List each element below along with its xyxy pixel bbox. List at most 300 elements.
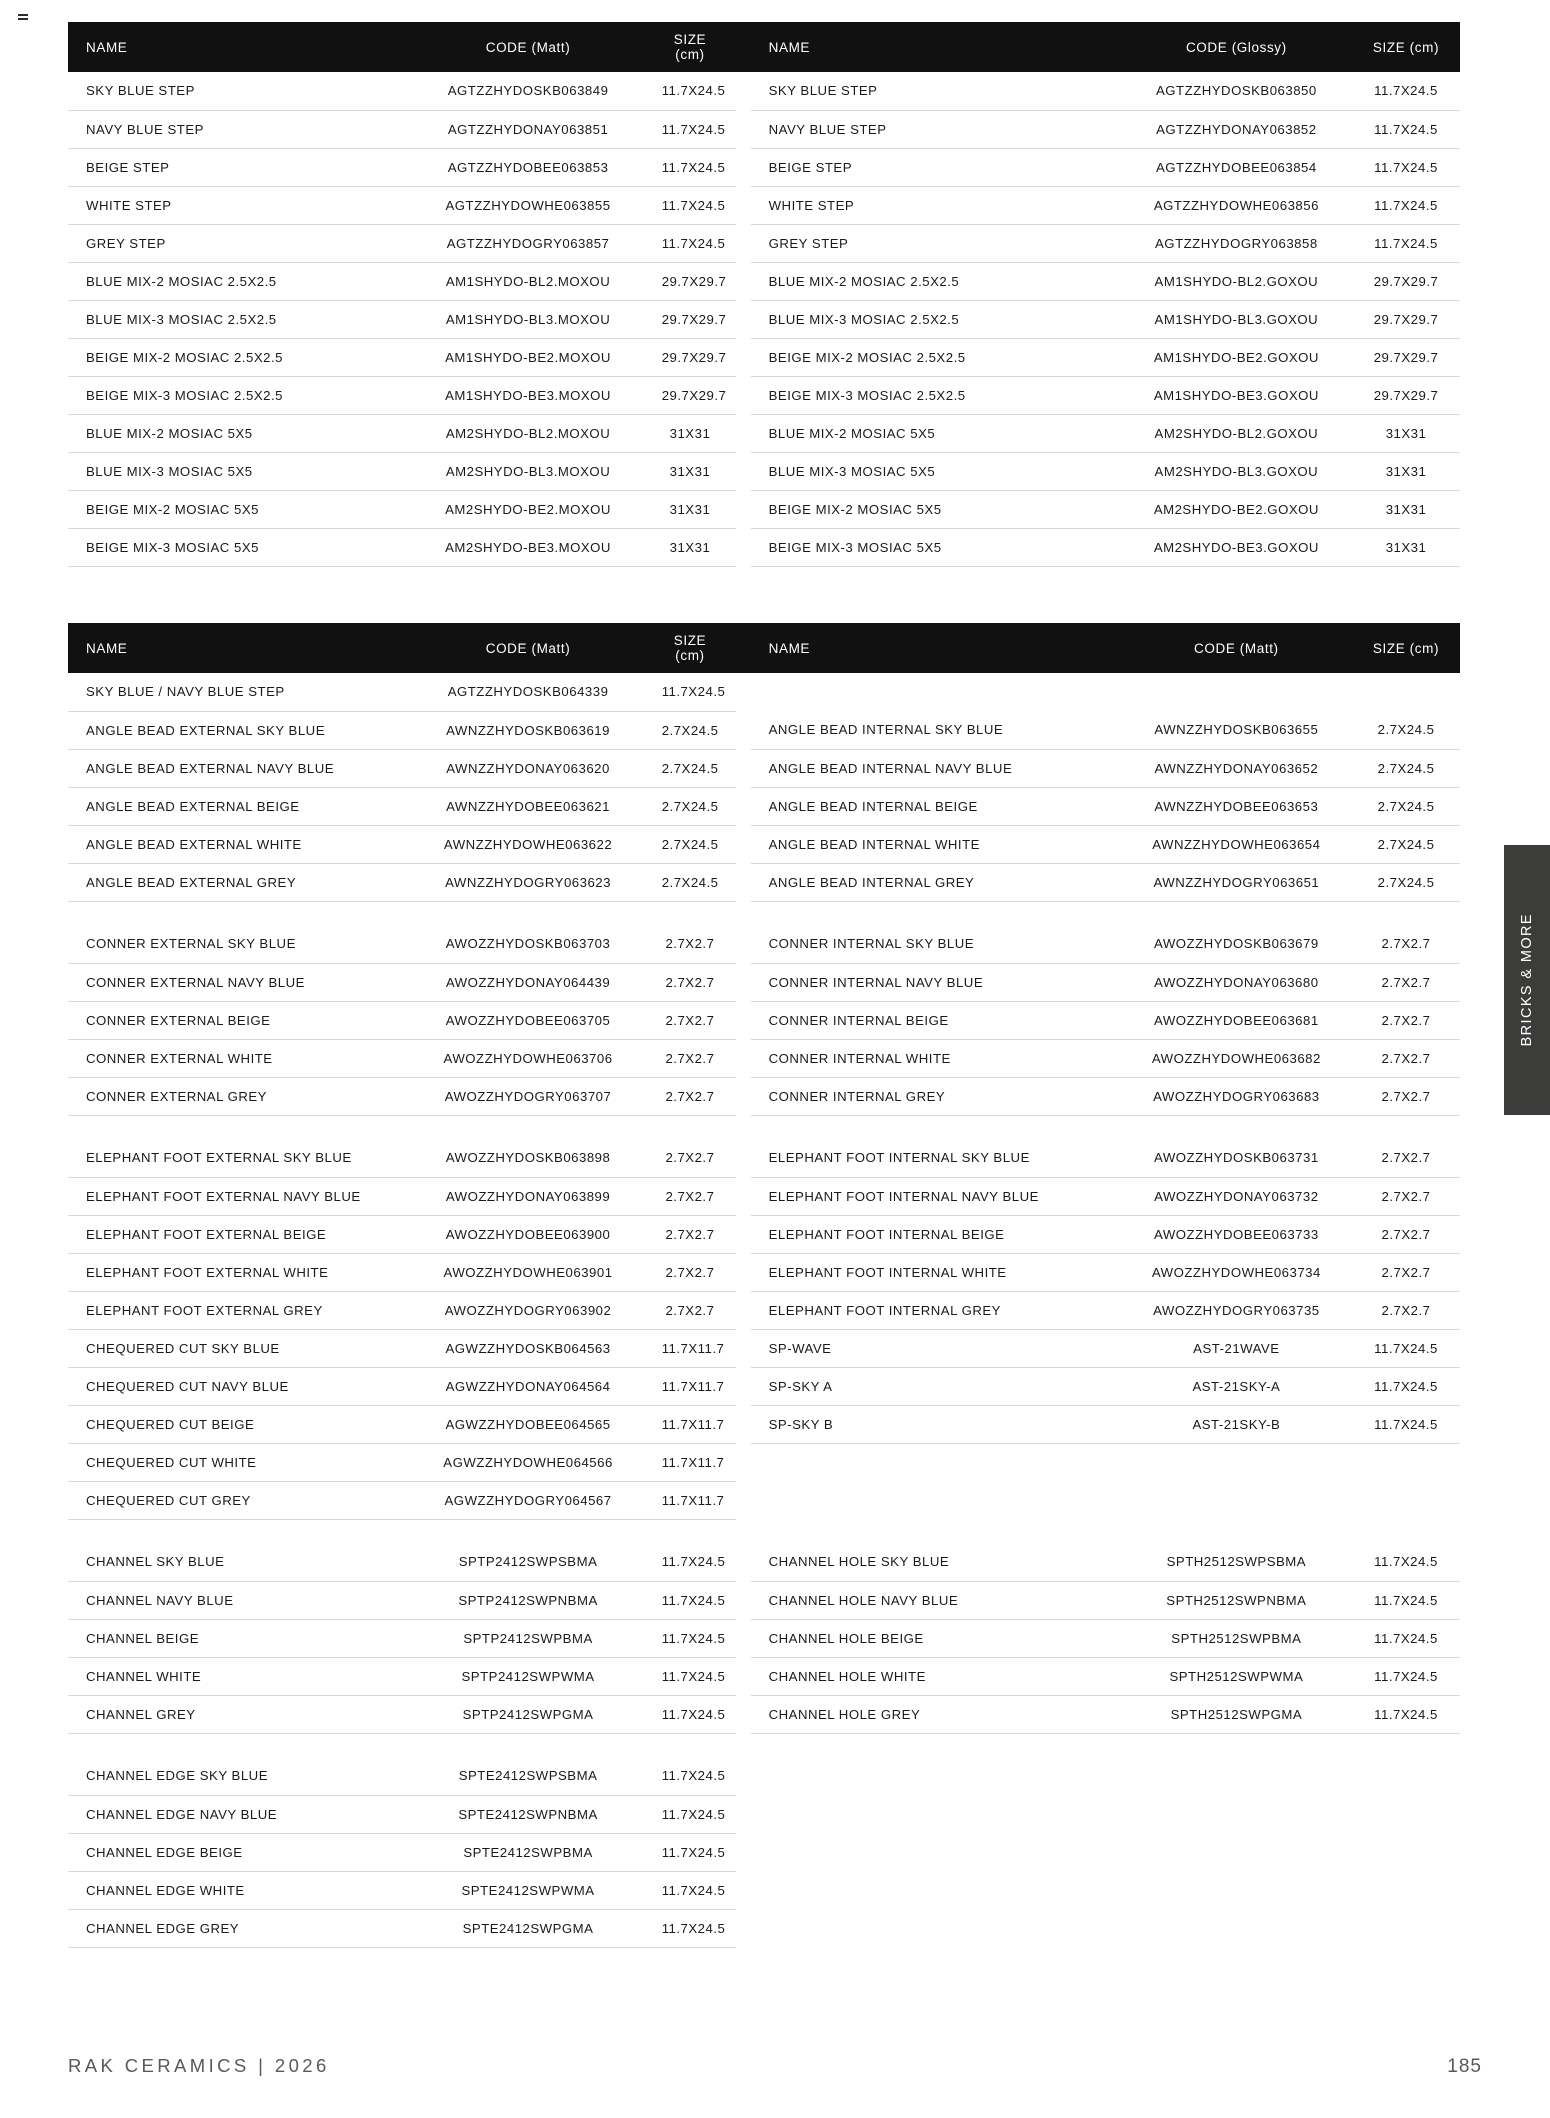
- cell-size-right: 2.7X2.7: [1352, 1177, 1460, 1215]
- cell-name-right: SKY BLUE STEP: [751, 72, 1121, 110]
- cell-gap: [736, 1543, 750, 1581]
- cell-gap: [736, 673, 750, 711]
- cell-gap: [736, 1757, 750, 1795]
- cell-name-left: CHANNEL EDGE BEIGE: [68, 1833, 412, 1871]
- cell-code-right: AM2SHYDO-BL3.GOXOU: [1121, 452, 1352, 490]
- cell-name-left: BLUE MIX-2 MOSIAC 5X5: [68, 414, 412, 452]
- cell-name-right: CHANNEL HOLE BEIGE: [751, 1619, 1121, 1657]
- product-table-steps-mosaics: [68, 22, 1460, 567]
- spacer-cell: [644, 1733, 737, 1757]
- cell-name-right: CONNER INTERNAL BEIGE: [751, 1001, 1121, 1039]
- cell-code-left: SPTP2412SWPWMA: [412, 1657, 643, 1695]
- cell-size-right: 2.7X2.7: [1352, 1001, 1460, 1039]
- cell-size-right: 2.7X24.5: [1352, 749, 1460, 787]
- cell-name-left: BEIGE MIX-3 MOSIAC 2.5X2.5: [68, 376, 412, 414]
- cell-size-left: 11.7X24.5: [644, 72, 737, 110]
- cell-gap: [736, 963, 750, 1001]
- cell-gap: [736, 925, 750, 963]
- cell-name-right: SP-SKY A: [751, 1367, 1121, 1405]
- cell-size-left: 2.7X2.7: [644, 1039, 737, 1077]
- spacer-cell: [751, 1115, 1121, 1139]
- cell-name-left: CHEQUERED CUT BEIGE: [68, 1405, 412, 1443]
- cell-code-left: AGTZZHYDOWHE063855: [412, 186, 643, 224]
- cell-name-right: CHANNEL HOLE GREY: [751, 1695, 1121, 1733]
- cell-size-right: 11.7X24.5: [1352, 186, 1460, 224]
- cell-gap: [736, 1177, 750, 1215]
- cell-size-left: 2.7X2.7: [644, 1001, 737, 1039]
- spacer-cell: [412, 1115, 643, 1139]
- cell-code-left: AGWZZHYDONAY064564: [412, 1367, 643, 1405]
- cell-name-right: CONNER INTERNAL SKY BLUE: [751, 925, 1121, 963]
- cell-code-left: AWNZZHYDOSKB063619: [412, 711, 643, 749]
- cell-code-left: SPTE2412SWPBMA: [412, 1833, 643, 1871]
- cell-code-left: AGWZZHYDOGRY064567: [412, 1481, 643, 1519]
- cell-gap: [736, 1329, 750, 1367]
- table-spacer-row: [68, 901, 1460, 925]
- table-row: [68, 1329, 1460, 1367]
- cell-size-left: 11.7X11.7: [644, 1405, 737, 1443]
- cell-code-right: AGTZZHYDOGRY063858: [1121, 224, 1352, 262]
- cell-code-left: AM2SHYDO-BE3.MOXOU: [412, 528, 643, 566]
- cell-name-right: BEIGE MIX-3 MOSIAC 5X5: [751, 528, 1121, 566]
- cell-gap: [736, 300, 750, 338]
- cell-code-left: AGTZZHYDOSKB064339: [412, 673, 643, 711]
- header-size-right: SIZE (cm): [1352, 22, 1460, 72]
- cell-name-left: CHEQUERED CUT SKY BLUE: [68, 1329, 412, 1367]
- cell-code-left: AWNZZHYDOWHE063622: [412, 825, 643, 863]
- header-name-right: NAME: [751, 623, 1121, 673]
- header-gap: [736, 623, 750, 673]
- spacer-cell: [1352, 1115, 1460, 1139]
- cell-size-right: [1352, 1757, 1460, 1795]
- cell-size-right: 2.7X2.7: [1352, 925, 1460, 963]
- cell-code-left: AM2SHYDO-BE2.MOXOU: [412, 490, 643, 528]
- cell-code-left: SPTP2412SWPNBMA: [412, 1581, 643, 1619]
- cell-code-left: AGTZZHYDOBEE063853: [412, 148, 643, 186]
- cell-size-left: 11.7X24.5: [644, 148, 737, 186]
- header-code-right: CODE (Matt): [1121, 623, 1352, 673]
- cell-gap: [736, 1405, 750, 1443]
- cell-gap: [736, 1619, 750, 1657]
- cell-code-right: SPTH2512SWPBMA: [1121, 1619, 1352, 1657]
- cell-code-right: AM1SHYDO-BL2.GOXOU: [1121, 262, 1352, 300]
- cell-gap: [736, 1795, 750, 1833]
- cell-code-right: AST-21WAVE: [1121, 1329, 1352, 1367]
- cell-name-right: BEIGE MIX-2 MOSIAC 2.5X2.5: [751, 338, 1121, 376]
- cell-size-left: 31X31: [644, 452, 737, 490]
- cell-size-left: 29.7X29.7: [644, 376, 737, 414]
- cell-gap: [736, 414, 750, 452]
- spacer-cell: [736, 1519, 750, 1543]
- cell-code-left: AM1SHYDO-BL3.MOXOU: [412, 300, 643, 338]
- cell-size-left: 2.7X24.5: [644, 825, 737, 863]
- header-code-left: CODE (Matt): [412, 22, 643, 72]
- cell-gap: [736, 1871, 750, 1909]
- table-row: [68, 376, 1460, 414]
- cell-name-left: GREY STEP: [68, 224, 412, 262]
- cell-code-right: AWOZZHYDOSKB063679: [1121, 925, 1352, 963]
- cell-gap: [736, 711, 750, 749]
- cell-gap: [736, 110, 750, 148]
- cell-size-left: 11.7X24.5: [644, 1543, 737, 1581]
- cell-size-right: [1352, 1909, 1460, 1947]
- cell-name-right: BLUE MIX-3 MOSIAC 5X5: [751, 452, 1121, 490]
- header-size-right: SIZE (cm): [1352, 623, 1460, 673]
- spacer-cell: [736, 1733, 750, 1757]
- table-row: [68, 1291, 1460, 1329]
- spacer-cell: [736, 1115, 750, 1139]
- spacer-cell: [644, 1519, 737, 1543]
- cell-name-left: CHANNEL BEIGE: [68, 1619, 412, 1657]
- table-row: [68, 749, 1460, 787]
- spacer-cell: [68, 1115, 412, 1139]
- spacer-cell: [751, 901, 1121, 925]
- table-row: [68, 490, 1460, 528]
- cell-size-left: 31X31: [644, 414, 737, 452]
- cell-code-left: AM2SHYDO-BL2.MOXOU: [412, 414, 643, 452]
- header-gap: [736, 22, 750, 72]
- cell-code-right: AST-21SKY-B: [1121, 1405, 1352, 1443]
- cell-size-left: 2.7X2.7: [644, 1077, 737, 1115]
- cell-size-right: 11.7X24.5: [1352, 148, 1460, 186]
- cell-name-left: CHEQUERED CUT NAVY BLUE: [68, 1367, 412, 1405]
- spacer-cell: [68, 901, 412, 925]
- product-table-trims-channels: [68, 623, 1460, 1948]
- cell-name-right: [751, 1481, 1121, 1519]
- cell-name-right: CONNER INTERNAL WHITE: [751, 1039, 1121, 1077]
- table-row: [68, 338, 1460, 376]
- table-row: [68, 1909, 1460, 1947]
- cell-size-right: 11.7X24.5: [1352, 1543, 1460, 1581]
- table-row: [68, 1443, 1460, 1481]
- cell-code-right: SPTH2512SWPNBMA: [1121, 1581, 1352, 1619]
- table-row: [68, 1039, 1460, 1077]
- cell-gap: [736, 1139, 750, 1177]
- table-row: [68, 1481, 1460, 1519]
- cell-code-right: [1121, 1757, 1352, 1795]
- cell-code-left: AGTZZHYDOGRY063857: [412, 224, 643, 262]
- cell-size-right: 2.7X2.7: [1352, 1291, 1460, 1329]
- cell-size-left: 11.7X11.7: [644, 1367, 737, 1405]
- cell-gap: [736, 490, 750, 528]
- cell-code-right: AWNZZHYDOWHE063654: [1121, 825, 1352, 863]
- cell-name-left: CONNER EXTERNAL BEIGE: [68, 1001, 412, 1039]
- cell-name-right: GREY STEP: [751, 224, 1121, 262]
- cell-size-right: 31X31: [1352, 452, 1460, 490]
- cell-size-left: 2.7X2.7: [644, 963, 737, 1001]
- cell-size-left: 11.7X24.5: [644, 1833, 737, 1871]
- cell-size-right: 29.7X29.7: [1352, 300, 1460, 338]
- table-row: [68, 1405, 1460, 1443]
- table-row: [68, 1871, 1460, 1909]
- cell-size-left: 11.7X24.5: [644, 1909, 737, 1947]
- cell-size-right: 29.7X29.7: [1352, 338, 1460, 376]
- cell-gap: [736, 224, 750, 262]
- cell-name-left: ANGLE BEAD EXTERNAL BEIGE: [68, 787, 412, 825]
- cell-code-right: SPTH2512SWPWMA: [1121, 1657, 1352, 1695]
- cell-code-left: SPTE2412SWPWMA: [412, 1871, 643, 1909]
- spacer-cell: [1352, 1733, 1460, 1757]
- cell-gap: [736, 262, 750, 300]
- header-size-left: SIZE (cm): [644, 22, 737, 72]
- cell-size-right: 2.7X2.7: [1352, 1215, 1460, 1253]
- cell-code-right: AGTZZHYDOWHE063856: [1121, 186, 1352, 224]
- spacer-cell: [412, 1733, 643, 1757]
- spacer-cell: [1121, 1115, 1352, 1139]
- cell-code-right: [1121, 1909, 1352, 1947]
- cell-size-left: 11.7X24.5: [644, 1619, 737, 1657]
- cell-name-left: ANGLE BEAD EXTERNAL WHITE: [68, 825, 412, 863]
- section-tab-bricks-and-more[interactable]: [1504, 845, 1550, 1115]
- cell-name-left: ANGLE BEAD EXTERNAL NAVY BLUE: [68, 749, 412, 787]
- cell-name-right: BLUE MIX-2 MOSIAC 5X5: [751, 414, 1121, 452]
- cell-code-left: AWOZZHYDOBEE063900: [412, 1215, 643, 1253]
- table-row: [68, 787, 1460, 825]
- cell-gap: [736, 1443, 750, 1481]
- spacer-cell: [1121, 1519, 1352, 1543]
- cell-name-right: ANGLE BEAD INTERNAL BEIGE: [751, 787, 1121, 825]
- cell-code-right: AWOZZHYDOSKB063731: [1121, 1139, 1352, 1177]
- cell-size-right: 2.7X24.5: [1352, 825, 1460, 863]
- table-row: [68, 863, 1460, 901]
- cell-code-left: AWOZZHYDOBEE063705: [412, 1001, 643, 1039]
- cell-name-right: [751, 673, 1121, 711]
- cell-name-left: CHANNEL EDGE SKY BLUE: [68, 1757, 412, 1795]
- cell-code-left: AGTZZHYDONAY063851: [412, 110, 643, 148]
- table-row: [68, 1833, 1460, 1871]
- cell-code-left: SPTE2412SWPSBMA: [412, 1757, 643, 1795]
- table-row: [68, 1619, 1460, 1657]
- cell-gap: [736, 1291, 750, 1329]
- cell-code-left: AWOZZHYDOGRY063902: [412, 1291, 643, 1329]
- cell-code-left: AWNZZHYDONAY063620: [412, 749, 643, 787]
- cell-size-left: 11.7X24.5: [644, 1757, 737, 1795]
- cell-name-left: CONNER EXTERNAL WHITE: [68, 1039, 412, 1077]
- cell-size-left: 11.7X24.5: [644, 1581, 737, 1619]
- header-name-left: NAME: [68, 623, 412, 673]
- spacer-cell: [1352, 901, 1460, 925]
- cell-gap: [736, 452, 750, 490]
- cell-size-right: 11.7X24.5: [1352, 1695, 1460, 1733]
- cell-size-right: 2.7X24.5: [1352, 711, 1460, 749]
- cell-code-left: AWNZZHYDOBEE063621: [412, 787, 643, 825]
- table-row: [68, 110, 1460, 148]
- cell-size-right: 2.7X24.5: [1352, 787, 1460, 825]
- cell-name-left: CHEQUERED CUT WHITE: [68, 1443, 412, 1481]
- table-row: [68, 1001, 1460, 1039]
- table-row: [68, 414, 1460, 452]
- spacer-cell: [1121, 1733, 1352, 1757]
- cell-size-right: 11.7X24.5: [1352, 1367, 1460, 1405]
- cell-code-left: AM1SHYDO-BE2.MOXOU: [412, 338, 643, 376]
- cell-name-left: ELEPHANT FOOT EXTERNAL BEIGE: [68, 1215, 412, 1253]
- cell-gap: [736, 528, 750, 566]
- spacer-cell: [1352, 1519, 1460, 1543]
- cell-gap: [736, 1077, 750, 1115]
- cell-size-left: 31X31: [644, 528, 737, 566]
- cell-code-right: AM2SHYDO-BE2.GOXOU: [1121, 490, 1352, 528]
- cell-gap: [736, 1039, 750, 1077]
- cell-code-right: AWOZZHYDOBEE063681: [1121, 1001, 1352, 1039]
- cell-size-right: 11.7X24.5: [1352, 1581, 1460, 1619]
- cell-size-left: 2.7X2.7: [644, 1177, 737, 1215]
- table-row: [68, 1215, 1460, 1253]
- cell-size-right: 11.7X24.5: [1352, 110, 1460, 148]
- cell-size-left: 29.7X29.7: [644, 262, 737, 300]
- cell-gap: [736, 1657, 750, 1695]
- cell-name-left: CHANNEL WHITE: [68, 1657, 412, 1695]
- cell-name-right: BEIGE MIX-3 MOSIAC 2.5X2.5: [751, 376, 1121, 414]
- table-spacer-row: [68, 1733, 1460, 1757]
- cell-code-right: [1121, 1871, 1352, 1909]
- spacer-cell: [644, 901, 737, 925]
- table-row: [68, 452, 1460, 490]
- cell-size-right: 2.7X2.7: [1352, 963, 1460, 1001]
- cell-code-right: AM2SHYDO-BE3.GOXOU: [1121, 528, 1352, 566]
- cell-code-right: AWOZZHYDOBEE063733: [1121, 1215, 1352, 1253]
- cell-name-left: ANGLE BEAD EXTERNAL SKY BLUE: [68, 711, 412, 749]
- cell-code-right: AGTZZHYDOBEE063854: [1121, 148, 1352, 186]
- cell-size-right: 31X31: [1352, 490, 1460, 528]
- cell-code-left: SPTE2412SWPGMA: [412, 1909, 643, 1947]
- cell-size-left: 11.7X24.5: [644, 1695, 737, 1733]
- cell-gap: [736, 863, 750, 901]
- cell-code-left: SPTP2412SWPGMA: [412, 1695, 643, 1733]
- table-row: [68, 148, 1460, 186]
- cell-gap: [736, 1695, 750, 1733]
- cell-name-right: [751, 1909, 1121, 1947]
- cell-size-right: 11.7X24.5: [1352, 72, 1460, 110]
- cell-size-left: 2.7X2.7: [644, 1291, 737, 1329]
- cell-gap: [736, 338, 750, 376]
- table-row: [68, 925, 1460, 963]
- cell-code-right: AWNZZHYDONAY063652: [1121, 749, 1352, 787]
- cell-code-right: AGTZZHYDOSKB063850: [1121, 72, 1352, 110]
- table-row: [68, 300, 1460, 338]
- cell-name-right: [751, 1757, 1121, 1795]
- table-row: [68, 1795, 1460, 1833]
- cell-size-left: 11.7X24.5: [644, 110, 737, 148]
- cell-code-right: AST-21SKY-A: [1121, 1367, 1352, 1405]
- cell-name-left: ANGLE BEAD EXTERNAL GREY: [68, 863, 412, 901]
- cell-code-right: [1121, 1795, 1352, 1833]
- cell-code-left: AWOZZHYDONAY064439: [412, 963, 643, 1001]
- cell-size-left: 11.7X24.5: [644, 1871, 737, 1909]
- spacer-cell: [736, 901, 750, 925]
- cell-size-right: 11.7X24.5: [1352, 1329, 1460, 1367]
- cell-name-right: [751, 1871, 1121, 1909]
- cell-size-right: 2.7X2.7: [1352, 1139, 1460, 1177]
- cell-name-left: CHANNEL EDGE GREY: [68, 1909, 412, 1947]
- cell-name-left: CHANNEL NAVY BLUE: [68, 1581, 412, 1619]
- cell-name-right: NAVY BLUE STEP: [751, 110, 1121, 148]
- cell-code-right: AGTZZHYDONAY063852: [1121, 110, 1352, 148]
- cell-size-left: 11.7X24.5: [644, 673, 737, 711]
- spacer-cell: [1121, 901, 1352, 925]
- cell-name-right: SP-SKY B: [751, 1405, 1121, 1443]
- cell-gap: [736, 1253, 750, 1291]
- cell-name-left: BLUE MIX-3 MOSIAC 2.5X2.5: [68, 300, 412, 338]
- cell-code-right: [1121, 1443, 1352, 1481]
- cell-name-right: ANGLE BEAD INTERNAL GREY: [751, 863, 1121, 901]
- cell-size-right: 2.7X2.7: [1352, 1077, 1460, 1115]
- spacer-cell: [644, 1115, 737, 1139]
- cell-name-left: ELEPHANT FOOT EXTERNAL WHITE: [68, 1253, 412, 1291]
- cell-name-right: ELEPHANT FOOT INTERNAL BEIGE: [751, 1215, 1121, 1253]
- crop-mark-icon: [18, 14, 28, 24]
- table-row: [68, 673, 1460, 711]
- cell-name-left: SKY BLUE STEP: [68, 72, 412, 110]
- cell-name-right: BLUE MIX-2 MOSIAC 2.5X2.5: [751, 262, 1121, 300]
- cell-code-right: [1121, 1833, 1352, 1871]
- footer-page-number: 185: [1447, 2056, 1482, 2077]
- cell-name-right: CHANNEL HOLE WHITE: [751, 1657, 1121, 1695]
- table-row: [68, 825, 1460, 863]
- cell-name-right: ANGLE BEAD INTERNAL SKY BLUE: [751, 711, 1121, 749]
- table-row: [68, 963, 1460, 1001]
- cell-code-left: AWNZZHYDOGRY063623: [412, 863, 643, 901]
- spacer-cell: [751, 1519, 1121, 1543]
- cell-name-left: NAVY BLUE STEP: [68, 110, 412, 148]
- cell-code-right: AWOZZHYDOGRY063735: [1121, 1291, 1352, 1329]
- cell-code-right: AWOZZHYDONAY063732: [1121, 1177, 1352, 1215]
- header-name-right: NAME: [751, 22, 1121, 72]
- cell-code-left: AWOZZHYDOGRY063707: [412, 1077, 643, 1115]
- spacer-cell: [68, 1519, 412, 1543]
- table-row: [68, 1657, 1460, 1695]
- cell-gap: [736, 1481, 750, 1519]
- cell-size-right: [1352, 1871, 1460, 1909]
- cell-size-right: 31X31: [1352, 414, 1460, 452]
- table-row: [68, 224, 1460, 262]
- spacer-cell: [751, 1733, 1121, 1757]
- cell-code-left: AGWZZHYDOWHE064566: [412, 1443, 643, 1481]
- cell-code-right: [1121, 1481, 1352, 1519]
- cell-size-right: 11.7X24.5: [1352, 1405, 1460, 1443]
- cell-code-right: AWNZZHYDOGRY063651: [1121, 863, 1352, 901]
- cell-name-right: CHANNEL HOLE NAVY BLUE: [751, 1581, 1121, 1619]
- cell-name-left: BEIGE MIX-2 MOSIAC 5X5: [68, 490, 412, 528]
- cell-code-right: AWNZZHYDOBEE063653: [1121, 787, 1352, 825]
- cell-code-right: SPTH2512SWPGMA: [1121, 1695, 1352, 1733]
- cell-size-left: 2.7X24.5: [644, 863, 737, 901]
- cell-size-left: 2.7X24.5: [644, 749, 737, 787]
- cell-name-left: BLUE MIX-3 MOSIAC 5X5: [68, 452, 412, 490]
- cell-code-right: AM1SHYDO-BL3.GOXOU: [1121, 300, 1352, 338]
- table-row: [68, 186, 1460, 224]
- cell-name-right: ANGLE BEAD INTERNAL NAVY BLUE: [751, 749, 1121, 787]
- cell-name-left: ELEPHANT FOOT EXTERNAL SKY BLUE: [68, 1139, 412, 1177]
- header-code-right: CODE (Glossy): [1121, 22, 1352, 72]
- cell-code-right: AM1SHYDO-BE2.GOXOU: [1121, 338, 1352, 376]
- cell-code-left: SPTE2412SWPNBMA: [412, 1795, 643, 1833]
- cell-code-left: AWOZZHYDOSKB063898: [412, 1139, 643, 1177]
- cell-name-right: ELEPHANT FOOT INTERNAL GREY: [751, 1291, 1121, 1329]
- header-name-left: NAME: [68, 22, 412, 72]
- cell-name-right: ELEPHANT FOOT INTERNAL NAVY BLUE: [751, 1177, 1121, 1215]
- cell-size-left: 11.7X11.7: [644, 1329, 737, 1367]
- cell-name-right: BEIGE MIX-2 MOSIAC 5X5: [751, 490, 1121, 528]
- cell-name-left: BEIGE STEP: [68, 148, 412, 186]
- cell-name-right: WHITE STEP: [751, 186, 1121, 224]
- cell-name-left: CONNER EXTERNAL GREY: [68, 1077, 412, 1115]
- cell-name-right: CONNER INTERNAL GREY: [751, 1077, 1121, 1115]
- cell-name-right: ANGLE BEAD INTERNAL WHITE: [751, 825, 1121, 863]
- table-row: [68, 1695, 1460, 1733]
- cell-size-right: 29.7X29.7: [1352, 376, 1460, 414]
- cell-size-right: [1352, 1481, 1460, 1519]
- cell-size-left: 2.7X24.5: [644, 711, 737, 749]
